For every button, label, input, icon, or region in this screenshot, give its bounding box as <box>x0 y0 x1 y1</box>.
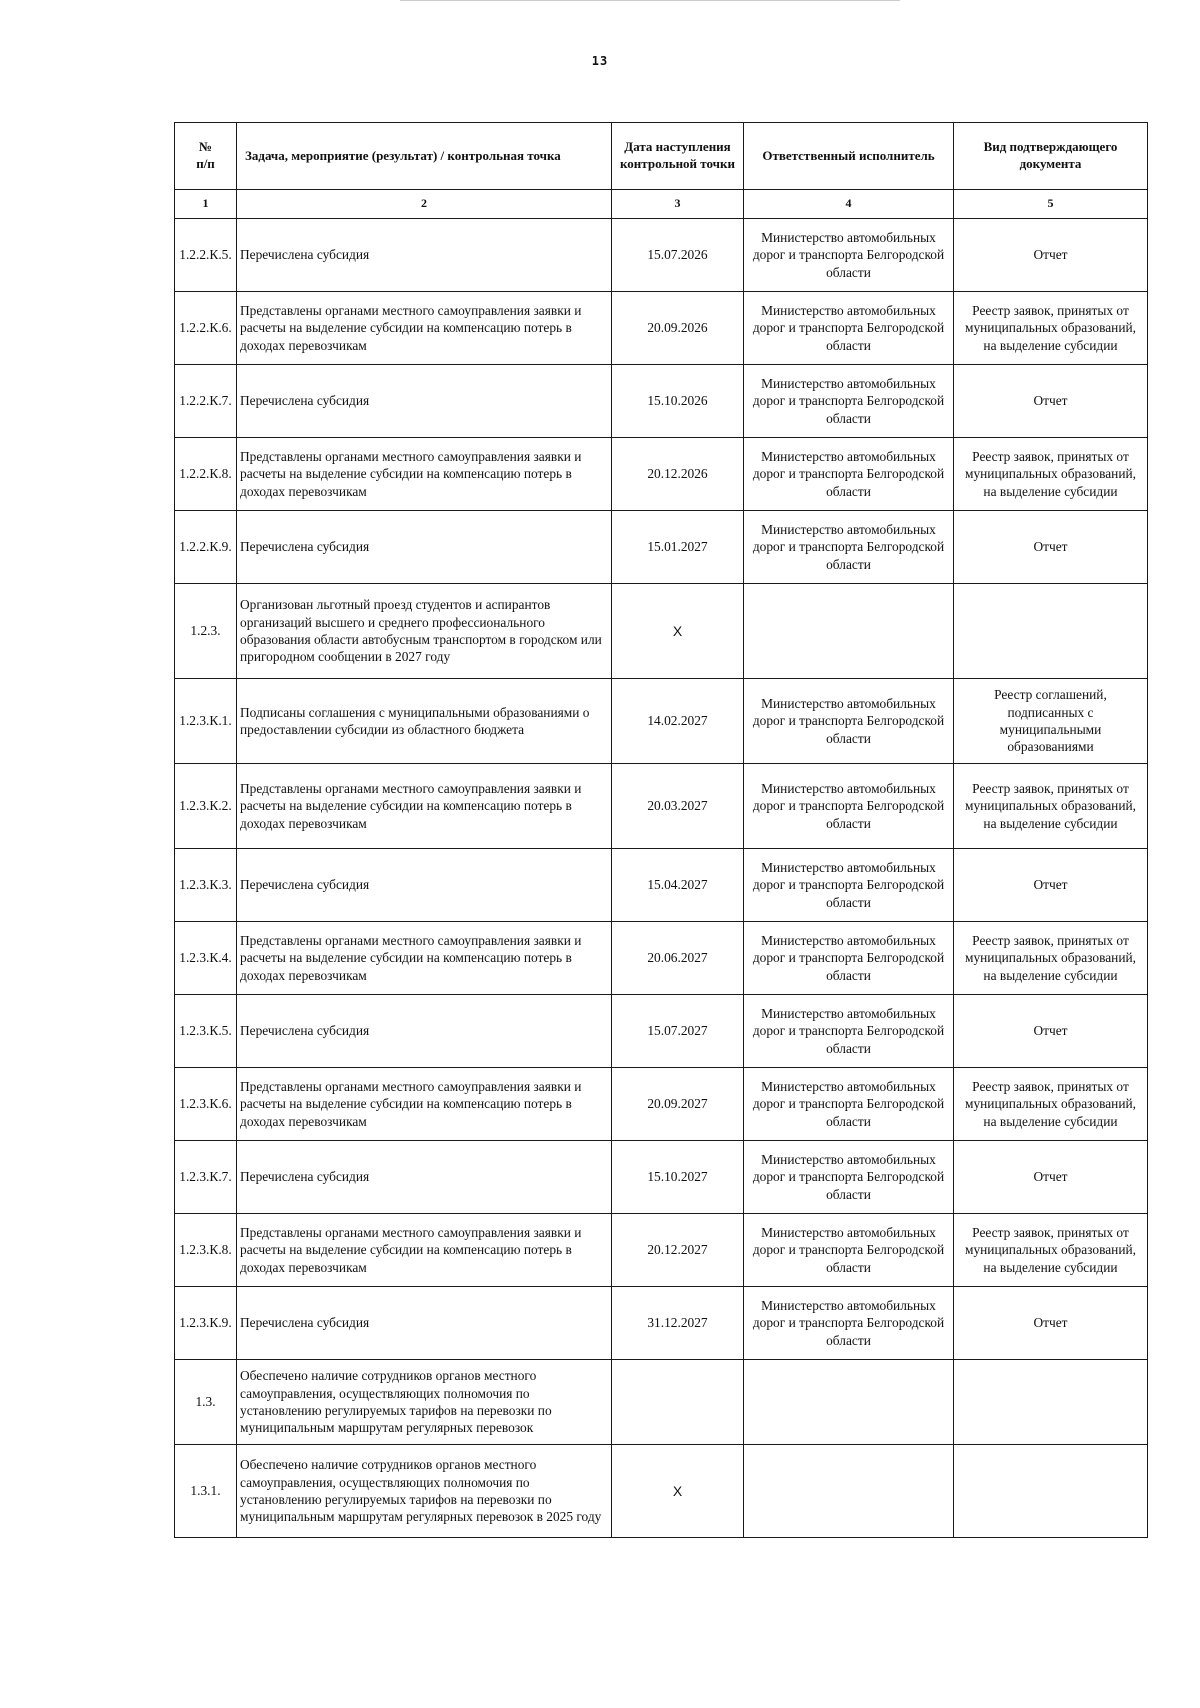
table-row <box>175 1287 1148 1360</box>
row-task: Подписаны соглашения с муниципальными образованиями о предоставлении субсидии из областного бюджета <box>237 679 612 764</box>
table-header-row <box>175 123 1148 190</box>
row-date: 20.12.2026 <box>612 438 744 511</box>
scan-artifact-line <box>400 0 900 5</box>
row-number: 1.3. <box>175 1360 237 1445</box>
header-document: Вид подтверждающего документа <box>954 123 1148 190</box>
table-row <box>175 679 1148 764</box>
row-date: X <box>612 1445 744 1538</box>
table-row <box>175 438 1148 511</box>
column-number-row <box>175 190 1148 219</box>
row-document: Реестр заявок, принятых от муниципальных образований, на выделение субсидии <box>954 764 1148 849</box>
row-responsible: Министерство автомобильных дорог и транспорта Белгородской области <box>744 995 954 1068</box>
row-task: Представлены органами местного самоуправления заявки и расчеты на выделение субсидии на компенсацию потерь в доходах перевозчикам <box>237 922 612 995</box>
row-number: 1.2.3.К.9. <box>175 1287 237 1360</box>
row-number: 1.2.3.К.5. <box>175 995 237 1068</box>
table-row <box>175 584 1148 679</box>
row-task: Перечислена субсидия <box>237 219 612 292</box>
row-date: 15.07.2027 <box>612 995 744 1068</box>
row-number: 1.2.3.К.7. <box>175 1141 237 1214</box>
table-row <box>175 219 1148 292</box>
row-task: Перечислена субсидия <box>237 849 612 922</box>
table-row <box>175 1068 1148 1141</box>
row-document: Отчет <box>954 1141 1148 1214</box>
row-number: 1.3.1. <box>175 1445 237 1538</box>
row-number: 1.2.3.К.1. <box>175 679 237 764</box>
header-date: Дата наступления контрольной точки <box>612 123 744 190</box>
page-number: 13 <box>591 54 609 68</box>
row-date: 14.02.2027 <box>612 679 744 764</box>
row-number: 1.2.3. <box>175 584 237 679</box>
row-task: Перечислена субсидия <box>237 511 612 584</box>
row-document: Отчет <box>954 511 1148 584</box>
row-date: 15.04.2027 <box>612 849 744 922</box>
header-responsible: Ответственный исполнитель <box>744 123 954 190</box>
row-task: Организован льготный проезд студентов и аспирантов организаций высшего и среднего профессионального образования области автобусным транспортом в городском или пригородном сообщении в 2027 году <box>237 584 612 679</box>
row-document: Реестр заявок, принятых от муниципальных образований, на выделение субсидии <box>954 438 1148 511</box>
row-date: 15.01.2027 <box>612 511 744 584</box>
table-row <box>175 292 1148 365</box>
row-document: Реестр заявок, принятых от муниципальных образований, на выделение субсидии <box>954 922 1148 995</box>
row-responsible <box>744 1360 954 1445</box>
row-number: 1.2.2.К.7. <box>175 365 237 438</box>
column-number: 5 <box>954 190 1148 219</box>
row-task: Перечислена субсидия <box>237 995 612 1068</box>
row-number: 1.2.2.К.8. <box>175 438 237 511</box>
row-task: Представлены органами местного самоуправления заявки и расчеты на выделение субсидии на компенсацию потерь в доходах перевозчикам <box>237 764 612 849</box>
header-task: Задача, мероприятие (результат) / контрольная точка <box>237 123 612 190</box>
row-task: Обеспечено наличие сотрудников органов местного самоуправления, осуществляющих полномочия по установлению регулируемых тарифов на перевозки по муниципальным маршрутам регулярных перевозок в 2025 году <box>237 1445 612 1538</box>
row-responsible: Министерство автомобильных дорог и транспорта Белгородской области <box>744 679 954 764</box>
row-responsible: Министерство автомобильных дорог и транспорта Белгородской области <box>744 1068 954 1141</box>
table-row <box>175 995 1148 1068</box>
row-task: Представлены органами местного самоуправления заявки и расчеты на выделение субсидии на компенсацию потерь в доходах перевозчикам <box>237 1068 612 1141</box>
table-row <box>175 764 1148 849</box>
row-responsible: Министерство автомобильных дорог и транспорта Белгородской области <box>744 511 954 584</box>
table-row <box>175 849 1148 922</box>
table-row <box>175 1214 1148 1287</box>
column-number: 4 <box>744 190 954 219</box>
row-responsible: Министерство автомобильных дорог и транспорта Белгородской области <box>744 292 954 365</box>
row-task: Представлены органами местного самоуправления заявки и расчеты на выделение субсидии на компенсацию потерь в доходах перевозчикам <box>237 1214 612 1287</box>
row-responsible: Министерство автомобильных дорог и транспорта Белгородской области <box>744 365 954 438</box>
row-document <box>954 1445 1148 1538</box>
row-responsible: Министерство автомобильных дорог и транспорта Белгородской области <box>744 922 954 995</box>
row-document: Реестр соглашений, подписанных с муниципальными образованиями <box>954 679 1148 764</box>
table-row <box>175 511 1148 584</box>
row-date <box>612 1360 744 1445</box>
row-task: Перечислена субсидия <box>237 1141 612 1214</box>
column-number: 2 <box>237 190 612 219</box>
row-number: 1.2.2.К.6. <box>175 292 237 365</box>
row-date: X <box>612 584 744 679</box>
row-responsible <box>744 1445 954 1538</box>
row-number: 1.2.3.К.3. <box>175 849 237 922</box>
header-num: № п/п <box>175 123 237 190</box>
control-points-table <box>174 122 1148 1538</box>
row-number: 1.2.2.К.9. <box>175 511 237 584</box>
table-row <box>175 365 1148 438</box>
row-document <box>954 584 1148 679</box>
table-row <box>175 1360 1148 1445</box>
row-task: Перечислена субсидия <box>237 365 612 438</box>
row-task: Перечислена субсидия <box>237 1287 612 1360</box>
row-responsible: Министерство автомобильных дорог и транспорта Белгородской области <box>744 764 954 849</box>
row-date: 20.09.2026 <box>612 292 744 365</box>
row-document <box>954 1360 1148 1445</box>
row-number: 1.2.3.К.6. <box>175 1068 237 1141</box>
row-date: 15.07.2026 <box>612 219 744 292</box>
row-number: 1.2.3.К.4. <box>175 922 237 995</box>
column-number: 1 <box>175 190 237 219</box>
row-document: Реестр заявок, принятых от муниципальных образований, на выделение субсидии <box>954 1068 1148 1141</box>
table-row <box>175 922 1148 995</box>
row-date: 20.09.2027 <box>612 1068 744 1141</box>
row-number: 1.2.3.К.8. <box>175 1214 237 1287</box>
column-number: 3 <box>612 190 744 219</box>
row-document: Отчет <box>954 995 1148 1068</box>
row-date: 31.12.2027 <box>612 1287 744 1360</box>
table-row <box>175 1445 1148 1538</box>
row-date: 15.10.2026 <box>612 365 744 438</box>
row-number: 1.2.2.К.5. <box>175 219 237 292</box>
row-task: Представлены органами местного самоуправления заявки и расчеты на выделение субсидии на компенсацию потерь в доходах перевозчикам <box>237 438 612 511</box>
table-row <box>175 1141 1148 1214</box>
row-document: Отчет <box>954 365 1148 438</box>
row-document: Отчет <box>954 219 1148 292</box>
row-task: Представлены органами местного самоуправления заявки и расчеты на выделение субсидии на компенсацию потерь в доходах перевозчикам <box>237 292 612 365</box>
row-document: Реестр заявок, принятых от муниципальных образований, на выделение субсидии <box>954 292 1148 365</box>
row-date: 15.10.2027 <box>612 1141 744 1214</box>
row-responsible: Министерство автомобильных дорог и транспорта Белгородской области <box>744 849 954 922</box>
row-date: 20.06.2027 <box>612 922 744 995</box>
row-document: Реестр заявок, принятых от муниципальных образований, на выделение субсидии <box>954 1214 1148 1287</box>
row-number: 1.2.3.К.2. <box>175 764 237 849</box>
row-responsible: Министерство автомобильных дорог и транспорта Белгородской области <box>744 219 954 292</box>
row-responsible <box>744 584 954 679</box>
row-task: Обеспечено наличие сотрудников органов местного самоуправления, осуществляющих полномочия по установлению регулируемых тарифов на перевозки по муниципальным маршрутам регулярных перевозок <box>237 1360 612 1445</box>
row-responsible: Министерство автомобильных дорог и транспорта Белгородской области <box>744 1214 954 1287</box>
row-document: Отчет <box>954 1287 1148 1360</box>
row-date: 20.12.2027 <box>612 1214 744 1287</box>
row-document: Отчет <box>954 849 1148 922</box>
row-responsible: Министерство автомобильных дорог и транспорта Белгородской области <box>744 1141 954 1214</box>
row-responsible: Министерство автомобильных дорог и транспорта Белгородской области <box>744 438 954 511</box>
row-responsible: Министерство автомобильных дорог и транспорта Белгородской области <box>744 1287 954 1360</box>
row-date: 20.03.2027 <box>612 764 744 849</box>
